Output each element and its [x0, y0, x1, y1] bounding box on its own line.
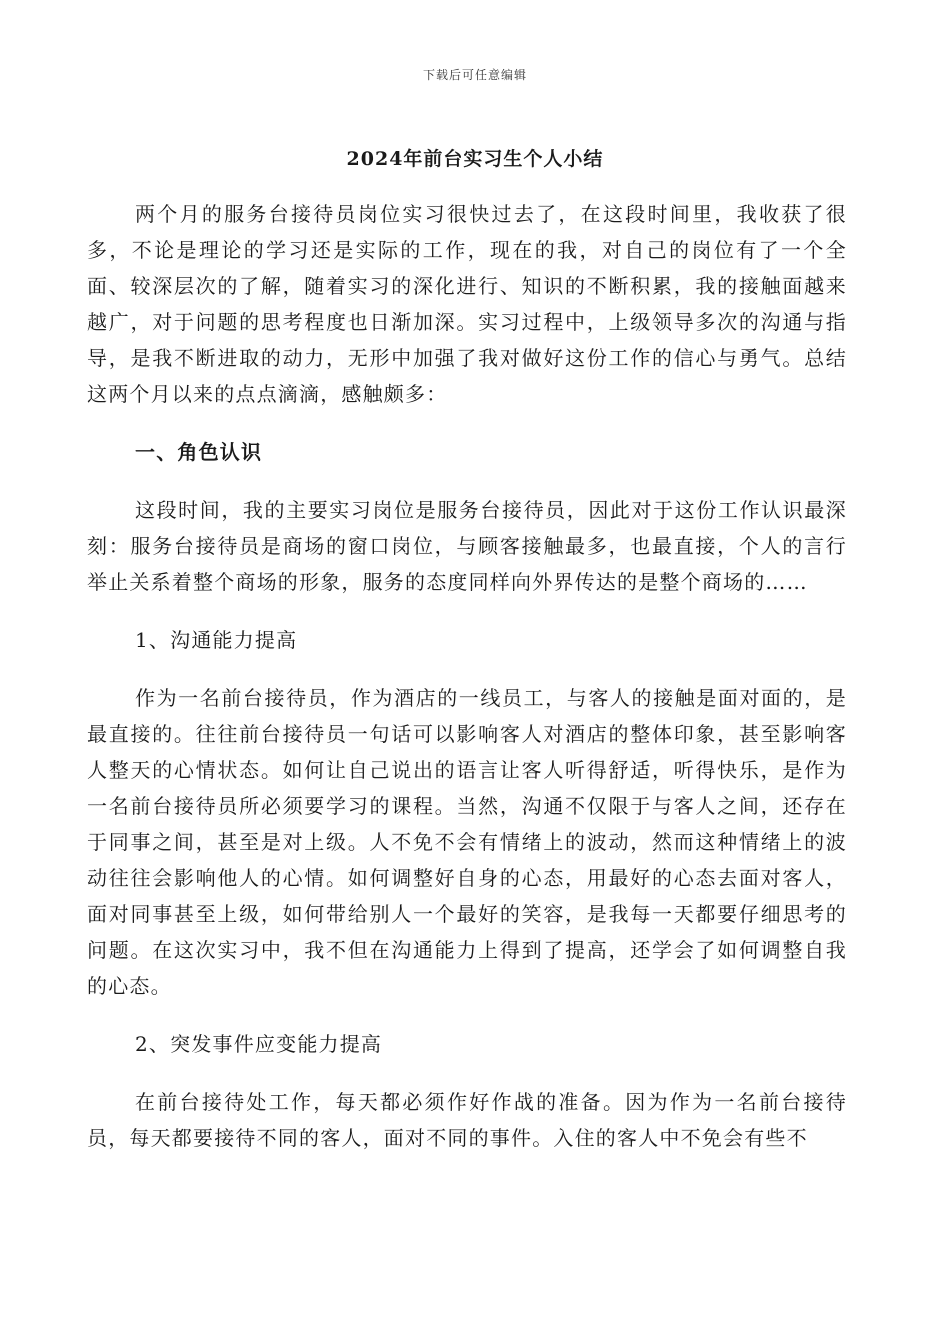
subsection-heading-communication: 1、沟通能力提高 — [135, 628, 298, 652]
document-title: 2024年前台实习生个人小结 — [346, 148, 604, 170]
subsection-paragraph-emergency: 在前台接待处工作，每天都必须作好作战的准备。因为作为一名前台接待员，每天都要接待不同的客人，面对不同的事件。入住的客人中不免会有些不 — [87, 1090, 847, 1150]
header-note: 下载后可任意编辑 — [422, 68, 527, 82]
subsection-paragraph-communication: 作为一名前台接待员，作为酒店的一线员工，与客人的接触是面对面的，是最直接的。往往前台接待员一句话可以影响客人对酒店的整体印象，甚至影响客人整天的心情状态。如何让自己说出的语言让客人听得舒适，听得快乐，是作为一名前台接待员所必须要学习的课程。当然，沟通不仅限于与客人之间，还存在于同事之间，甚至是对上级。人不免不会有情绪上的波动，然而这种情绪上的波动往往会影响他人的心情。如何调整好自身的心态，用最好的心态去面对客人，面对同事甚至上级，如何带给别人一个最好的笑容，是我每一天都要仔细思考的问题。在这次实习中，我不但在沟通能力上得到了提高，还学会了如何调整自我的心态。 — [87, 686, 847, 998]
section-paragraph-role: 这段时间，我的主要实习岗位是服务台接待员，因此对于这份工作认识最深刻：服务台接待员是商场的窗口岗位，与顾客接触最多，也最直接，个人的言行举止关系着整个商场的形象，服务的态度同样向外界传达的是整个商场的…… — [87, 498, 847, 594]
intro-paragraph: 两个月的服务台接待员岗位实习很快过去了，在这段时间里，我收获了很多，不论是理论的学习还是实际的工作，现在的我，对自己的岗位有了一个全面、较深层次的了解，随着实习的深化进行、知识的不断积累，我的接触面越来越广，对于问题的思考程度也日渐加深。实习过程中，上级领导多次的沟通与指导，是我不断进取的动力，无形中加强了我对做好这份工作的信心与勇气。总结这两个月以来的点点滴滴，感触颇多： — [87, 202, 847, 406]
document-body — [87, 196, 847, 1178]
section-heading-role: 一、角色认识 — [135, 440, 263, 464]
subsection-heading-emergency: 2、突发事件应变能力提高 — [135, 1032, 383, 1056]
